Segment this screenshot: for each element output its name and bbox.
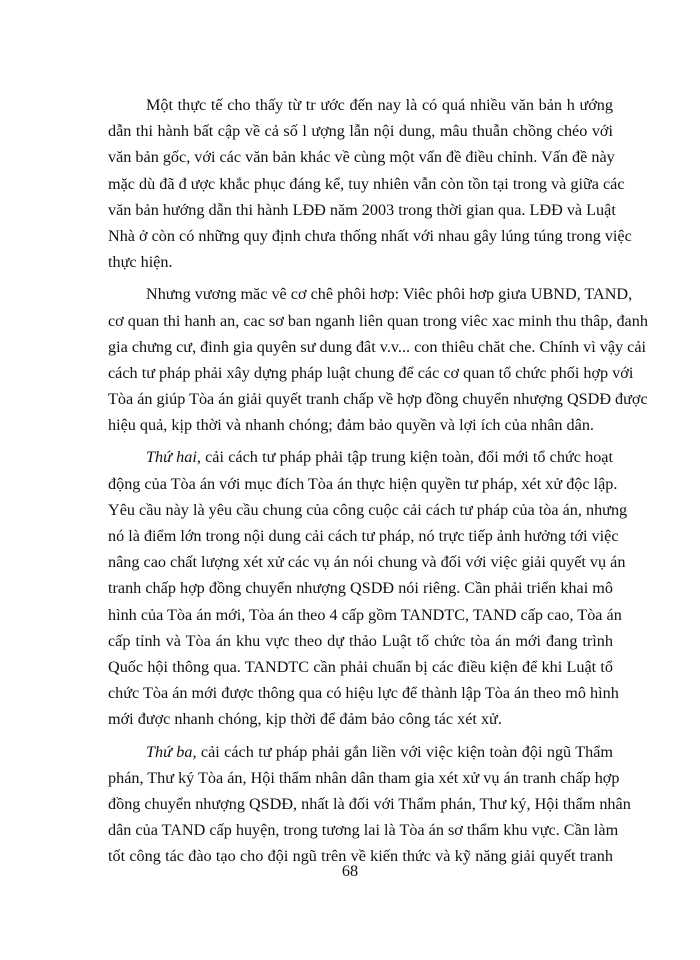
text-line: nó là điểm lớn trong nội dung cải cách tư pháp, nó trực tiếp ảnh hưởng tới việc: [108, 527, 619, 545]
text-line: Một thực tế cho thấy từ tr ước đến nay là có quá nhiều văn bản h ướng: [146, 96, 613, 114]
text-line: chức Tòa án mới được thông qua có hiệu lực để thành lập Tòa án theo mô hình: [108, 684, 619, 703]
line-text: , cải cách tư pháp phải gắn liền với việc kiện toàn đội ngũ Thẩm: [192, 742, 613, 761]
paragraph: [108, 444, 628, 732]
page-number: 68: [341, 862, 359, 880]
text-line: [108, 739, 613, 765]
text-line: tranh chấp hợp đồng chuyển nhượng QSDĐ nói riêng. Cần phải triển khai mô: [108, 579, 613, 598]
text-line: văn bản hướng dẫn thi hành LĐĐ năm 2003 trong thời gian qua. LĐĐ và Luật: [108, 200, 616, 219]
lead-text: Thứ hai: [146, 448, 197, 467]
paragraph: [108, 281, 648, 438]
text-line: Nhà ở còn có những quy định chưa thống nhất với nhau gây lúng túng trong việc: [108, 226, 632, 245]
lead-text: Thứ ba: [146, 742, 193, 761]
text-line: động của Tòa án với mục đích Tòa án thực hiện quyền tư pháp, xét xử độc lập.: [108, 474, 618, 493]
text-line: Tòa án giúp Tòa án giải quyết tranh chấp về hợp đồng chuyển nhượng QSDĐ được: [108, 390, 648, 409]
text-line: hiệu quả, kịp thời và nhanh chóng; đảm bảo quyền và lợi ích của nhân dân.: [108, 416, 594, 435]
text-line: tốt công tác đào tạo cho đội ngũ trên về kiến thức và kỹ năng giải quyết tranh: [108, 847, 613, 866]
text-line: mặc dù đã đ ược khắc phục đáng kể, tuy nhiên vẫn còn tồn tại trong và giữa các: [108, 174, 625, 193]
text-line: cách tư pháp phải xây dựng pháp luật chung để các cơ quan tổ chức phối hợp với: [108, 363, 634, 382]
line-text: , cải cách tư pháp phải tập trung kiện toàn, đổi mới tổ chức hoạt: [196, 448, 613, 467]
text-line: cấp tỉnh và Tòa án khu vực theo dự thảo Luật tổ chức tòa án mới đang trình: [108, 631, 613, 650]
text-line: Nhưng vương măc vê cơ chê phôi hơp: Viêc phôi hơp giưa UBND, TAND,: [146, 285, 633, 304]
paragraph: [108, 92, 632, 275]
text-line: dẫn thi hành bất cập về cả số l ượng lẫn nội dung, mâu thuẫn chồng chéo với: [108, 122, 613, 141]
text-line: Yêu cầu này là yêu cầu chung của công cuộc cải cách tư pháp của tòa án, nhưng: [108, 500, 628, 519]
text-line: mới được nhanh chóng, kịp thời để đảm bảo công tác xét xử.: [108, 710, 502, 729]
text-line: thực hiện.: [108, 253, 173, 272]
text-line: hình của Tòa án mới, Tòa án theo 4 cấp gồm TANDTC, TAND cấp cao, Tòa án: [108, 605, 622, 624]
text-line: nâng cao chất lượng xét xử các vụ án nói chung và đối với việc giải quyết vụ án: [108, 553, 626, 572]
text-line: phán, Thư ký Tòa án, Hội thẩm nhân dân tham gia xét xử vụ án tranh chấp hợp: [108, 768, 620, 787]
text-line: gia chưng cư, đinh gia quyên sư dung đât v.v... con thiêu chăt che. Chính vì vậy cải: [108, 337, 647, 356]
text-line: cơ quan thi hanh an, cac sơ ban nganh liên quan trong viêc xac minh thu thâp, đanh: [108, 311, 648, 330]
text-line: đồng chuyển nhượng QSDĐ, nhất là đối với Thẩm phán, Thư ký, Hội thẩm nhân: [108, 794, 631, 813]
text-line: văn bản gốc, với các văn bản khác về cùng một vấn đề điều chỉnh. Vấn đề này: [108, 148, 615, 167]
paragraph: [108, 739, 631, 870]
text-line: dân của TAND cấp huyện, trong tương lai là Tòa án sơ thẩm khu vực. Cần làm: [108, 821, 619, 840]
text-line: [108, 444, 613, 470]
text-line: Quốc hội thông qua. TANDTC cần phải chuẩn bị các điều kiện để khi Luật tổ: [108, 657, 613, 676]
body-text: [108, 92, 648, 869]
